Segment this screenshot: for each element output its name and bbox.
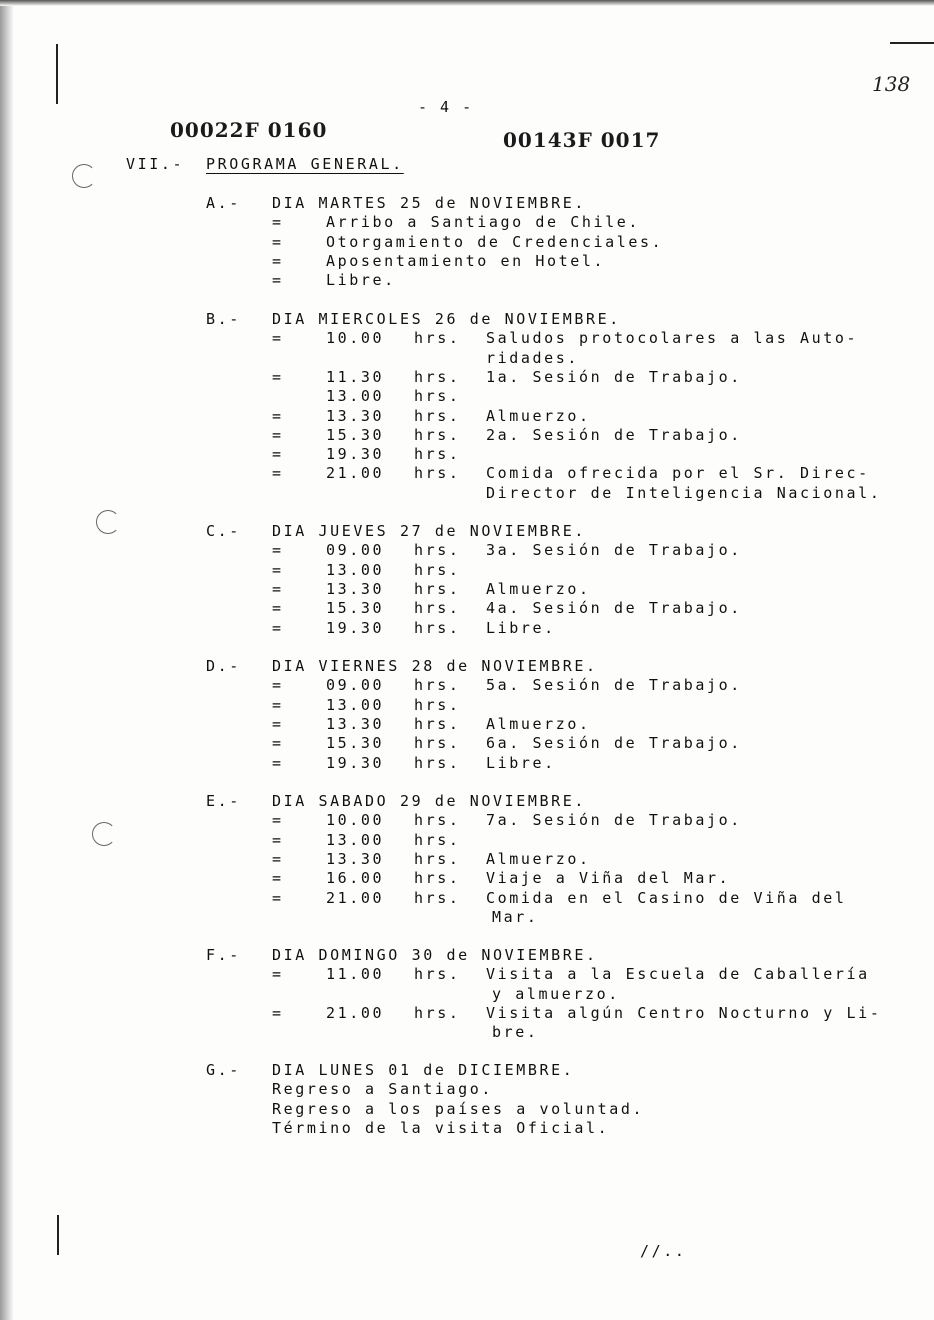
day-letter: F.- <box>206 946 241 964</box>
page-number: - 4 - <box>418 98 474 116</box>
section-title: PROGRAMA GENERAL. <box>206 155 404 173</box>
bullet-mark: = <box>272 213 284 232</box>
time-value: 13.00 <box>326 387 385 406</box>
time-unit: hrs. <box>414 811 461 830</box>
time-value: 16.00 <box>326 869 385 888</box>
time-value: 13.00 <box>326 830 385 849</box>
time-unit: hrs. <box>414 965 461 984</box>
activity-text: Comida ofrecida por el Sr. Direc- <box>486 464 870 483</box>
bullet-mark: = <box>272 1003 284 1022</box>
time-unit: hrs. <box>414 734 461 753</box>
scan-edge-top <box>0 0 934 6</box>
bullet-mark: = <box>272 849 284 868</box>
bullet-mark: = <box>272 367 284 386</box>
time-value: 13.00 <box>326 560 385 579</box>
bullet-mark: = <box>272 560 284 579</box>
time-unit: hrs. <box>414 753 461 772</box>
schedule-line: Regreso a los países a voluntad. <box>272 1099 645 1118</box>
activity-text: Mar. <box>492 907 539 926</box>
activity-text: Almuerzo. <box>486 849 591 868</box>
time-unit: hrs. <box>414 869 461 888</box>
day-heading: DIA JUEVES 27 de NOVIEMBRE. <box>272 522 587 540</box>
corner-rule <box>890 42 934 44</box>
activity-text: Viaje a Viña del Mar. <box>486 869 731 888</box>
time-unit: hrs. <box>414 695 461 714</box>
activity-text: Director de Inteligencia Nacional. <box>486 483 882 502</box>
activity-text: 2a. Sesión de Trabajo. <box>486 425 742 444</box>
time-value: 09.00 <box>326 541 385 560</box>
time-unit: hrs. <box>414 445 461 464</box>
bullet-mark: = <box>272 676 284 695</box>
time-value: 11.00 <box>326 965 385 984</box>
day-letter: C.- <box>206 522 241 540</box>
stamp-left: 00022F 0160 <box>170 118 328 142</box>
bullet-mark: = <box>272 869 284 888</box>
day-heading: DIA VIERNES 28 de NOVIEMBRE. <box>272 657 598 675</box>
activity-text: ridades. <box>486 348 580 367</box>
margin-bracket <box>56 44 58 104</box>
activity-text: 1a. Sesión de Trabajo. <box>486 367 742 386</box>
activity-text: 3a. Sesión de Trabajo. <box>486 541 742 560</box>
time-unit: hrs. <box>414 888 461 907</box>
bullet-mark: = <box>272 618 284 637</box>
schedule-line: Término de la visita Oficial. <box>272 1118 610 1137</box>
day-heading: DIA DOMINGO 30 de NOVIEMBRE. <box>272 946 598 964</box>
bullet-mark: = <box>272 329 284 348</box>
time-value: 21.00 <box>326 1003 385 1022</box>
bullet-mark: = <box>272 425 284 444</box>
bullet-mark: = <box>272 888 284 907</box>
time-value: 13.30 <box>326 579 385 598</box>
schedule-line: Regreso a Santiago. <box>272 1080 493 1099</box>
activity-text: 4a. Sesión de Trabajo. <box>486 599 742 618</box>
time-value: 19.30 <box>326 618 385 637</box>
punch-hole-icon <box>72 164 96 188</box>
bullet-mark: = <box>272 965 284 984</box>
bullet-mark: = <box>272 811 284 830</box>
folio-number: 138 <box>872 72 911 96</box>
time-unit: hrs. <box>414 849 461 868</box>
bullet-mark: = <box>272 541 284 560</box>
bullet-mark: = <box>272 579 284 598</box>
time-value: 13.30 <box>326 714 385 733</box>
stamp-right: 00143F 0017 <box>503 128 661 152</box>
activity-text: 7a. Sesión de Trabajo. <box>486 811 742 830</box>
activity-text: bre. <box>492 1023 539 1042</box>
bullet-mark: = <box>272 734 284 753</box>
bullet-mark: = <box>272 251 284 270</box>
time-unit: hrs. <box>414 830 461 849</box>
activity-text: Almuerzo. <box>486 714 591 733</box>
activity-text: Visita algún Centro Nocturno y Li- <box>486 1003 882 1022</box>
section-number: VII.- <box>126 155 185 173</box>
activity-text: Almuerzo. <box>486 406 591 425</box>
time-unit: hrs. <box>414 367 461 386</box>
time-unit: hrs. <box>414 599 461 618</box>
day-heading: DIA MARTES 25 de NOVIEMBRE. <box>272 194 587 212</box>
time-unit: hrs. <box>414 579 461 598</box>
time-value: 21.00 <box>326 888 385 907</box>
bullet-mark: = <box>272 830 284 849</box>
time-unit: hrs. <box>414 387 461 406</box>
activity-text: Visita a la Escuela de Caballería <box>486 965 870 984</box>
time-unit: hrs. <box>414 406 461 425</box>
activity-text: Otorgamiento de Credenciales. <box>326 232 664 251</box>
bullet-mark: = <box>272 406 284 425</box>
bullet-mark: = <box>272 714 284 733</box>
time-value: 11.30 <box>326 367 385 386</box>
activity-text: 5a. Sesión de Trabajo. <box>486 676 742 695</box>
day-heading: DIA LUNES 01 de DICIEMBRE. <box>272 1061 575 1079</box>
bullet-mark: = <box>272 271 284 290</box>
time-value: 15.30 <box>326 734 385 753</box>
time-value: 13.00 <box>326 695 385 714</box>
time-unit: hrs. <box>414 541 461 560</box>
time-unit: hrs. <box>414 560 461 579</box>
day-letter: B.- <box>206 310 241 328</box>
activity-text: Arribo a Santiago de Chile. <box>326 213 641 232</box>
day-heading: DIA SABADO 29 de NOVIEMBRE. <box>272 792 587 810</box>
activity-text: Saludos protocolares a las Auto- <box>486 329 859 348</box>
time-unit: hrs. <box>414 1003 461 1022</box>
day-letter: G.- <box>206 1061 241 1079</box>
time-unit: hrs. <box>414 676 461 695</box>
bullet-mark: = <box>272 599 284 618</box>
scan-edge-left <box>0 0 14 1320</box>
time-value: 10.00 <box>326 329 385 348</box>
time-value: 13.30 <box>326 849 385 868</box>
time-value: 09.00 <box>326 676 385 695</box>
bullet-mark: = <box>272 445 284 464</box>
time-value: 19.30 <box>326 753 385 772</box>
margin-bracket-lower <box>57 1215 59 1255</box>
day-letter: E.- <box>206 792 241 810</box>
time-value: 21.00 <box>326 464 385 483</box>
time-value: 15.30 <box>326 425 385 444</box>
time-value: 13.30 <box>326 406 385 425</box>
bullet-mark: = <box>272 753 284 772</box>
day-letter: D.- <box>206 657 241 675</box>
activity-text: Libre. <box>486 753 556 772</box>
bullet-mark: = <box>272 695 284 714</box>
activity-text: Comida en el Casino de Viña del <box>486 888 847 907</box>
time-unit: hrs. <box>414 618 461 637</box>
activity-text: Aposentamiento en Hotel. <box>326 251 606 270</box>
activity-text: Libre. <box>326 271 396 290</box>
punch-hole-icon <box>92 822 116 846</box>
day-heading: DIA MIERCOLES 26 de NOVIEMBRE. <box>272 310 621 328</box>
punch-hole-icon <box>96 510 120 534</box>
time-value: 15.30 <box>326 599 385 618</box>
activity-text: y almuerzo. <box>492 984 620 1003</box>
bullet-mark: = <box>272 232 284 251</box>
bullet-mark: = <box>272 464 284 483</box>
day-letter: A.- <box>206 194 241 212</box>
continuation-mark: //.. <box>640 1242 687 1260</box>
time-unit: hrs. <box>414 464 461 483</box>
activity-text: Almuerzo. <box>486 579 591 598</box>
activity-text: Libre. <box>486 618 556 637</box>
time-value: 19.30 <box>326 445 385 464</box>
time-value: 10.00 <box>326 811 385 830</box>
time-unit: hrs. <box>414 714 461 733</box>
time-unit: hrs. <box>414 329 461 348</box>
time-unit: hrs. <box>414 425 461 444</box>
activity-text: 6a. Sesión de Trabajo. <box>486 734 742 753</box>
